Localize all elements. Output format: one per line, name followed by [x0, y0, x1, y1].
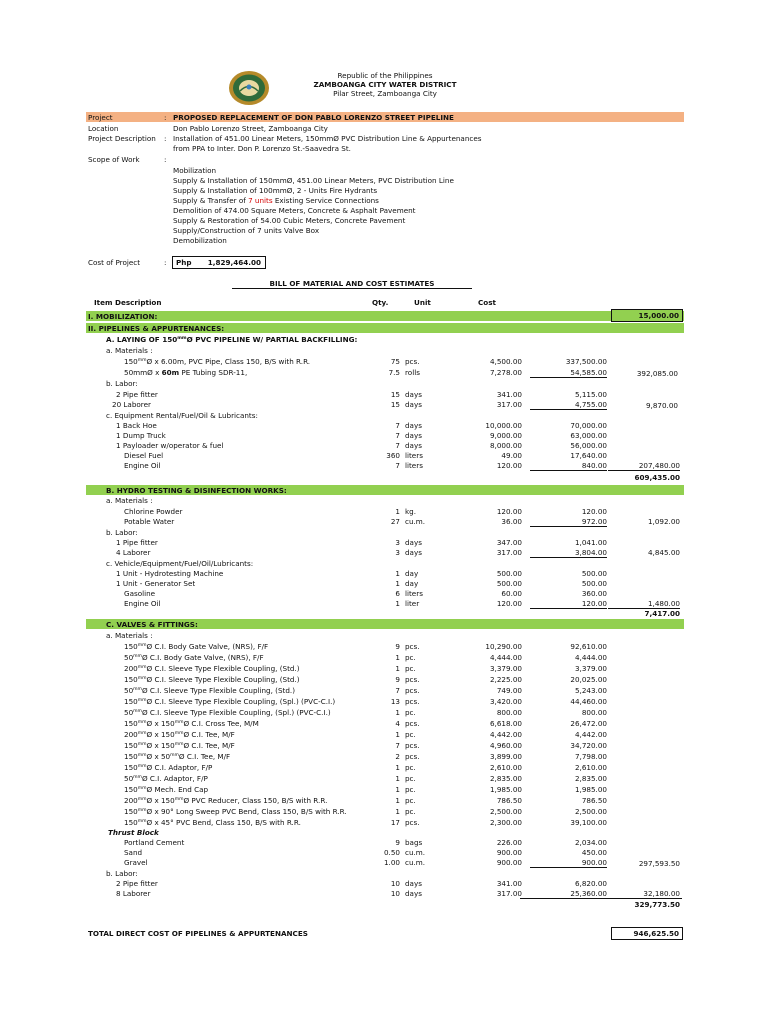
scope-item: Supply & Installation of 100mmØ, 2 - Units Fire Hydrants [173, 186, 378, 195]
col-unit-header: Unit [414, 298, 431, 307]
item-amount: 92,610.00 [570, 642, 607, 651]
item-cost: 4,444.00 [489, 653, 522, 662]
item-cost: 8,000.00 [489, 441, 522, 450]
item-cost: 120.00 [496, 599, 522, 608]
item-qty: 9 [395, 675, 400, 684]
subtotal: 297,593.50 [638, 859, 680, 868]
item-unit: kg. [405, 507, 417, 516]
item-unit: cu.m. [405, 858, 426, 867]
item-desc: $50^{mm}Ø$ C.I. Body Gate Valve, (NRS), F/F [124, 653, 264, 662]
item-amount: 840.00 [530, 461, 607, 471]
item-amount: 63,000.00 [570, 431, 607, 440]
highlight-units: 7 units [248, 196, 273, 205]
item-cost: 3,420.00 [489, 697, 522, 706]
item-unit: liter [405, 599, 420, 608]
item-amount: 2,610.00 [574, 763, 607, 772]
item-unit: liters [405, 451, 423, 460]
item-unit: days [405, 400, 422, 409]
item-desc: $50^{mm}Ø$ C.I. Sleeve Type Flexible Coupling, (Spl.) (PVC-C.I.) [124, 708, 331, 717]
item-qty: 1 [395, 730, 400, 739]
item-qty: 17 [390, 818, 400, 827]
mobilization-label: I. MOBILIZATION: [88, 312, 158, 321]
scope-item: Mobilization [173, 166, 217, 175]
item-amount: 1,985.00 [574, 785, 607, 794]
item-cost: 2,610.00 [489, 763, 522, 772]
item-qty: 1 [395, 708, 400, 717]
materials-label: a. Materials : [106, 346, 153, 355]
item-unit: pc. [405, 653, 416, 662]
item-unit: pc. [405, 664, 416, 673]
item-desc: Sand [124, 848, 143, 857]
item-desc: $150^{mm}Ø$ x $50^{mm}Ø$ C.I. Tee, M/F [124, 752, 231, 761]
pipelines-label: II. PIPELINES & APPURTENANCES: [88, 324, 225, 333]
item-amount: 337,500.00 [565, 357, 607, 366]
item-amount: 360.00 [581, 589, 607, 598]
item-qty: 9 [395, 838, 400, 847]
item-cost: 800.00 [496, 708, 522, 717]
item-qty: 13 [390, 697, 400, 706]
item-desc: Gasoline [124, 589, 156, 598]
col-item-header: Item Description [94, 298, 162, 307]
item-desc: $150^{mm}Ø$ C.I. Sleeve Type Flexible Coupling, (Std.) [124, 675, 300, 684]
item-unit: pcs. [405, 818, 420, 827]
item-desc: 1 Unit - Generator Set [116, 579, 196, 588]
subtotal: 32,180.00 [643, 889, 680, 898]
item-unit: pcs. [405, 642, 420, 651]
item-cost: 2,500.00 [489, 807, 522, 816]
description-line1: Installation of 451.00 Linear Meters, 150mmØ PVC Distribution Line & Appurtenances [173, 134, 482, 143]
item-cost: 500.00 [496, 579, 522, 588]
item-qty: 1.00 [383, 858, 400, 867]
item-cost: 9,000.00 [489, 431, 522, 440]
item-unit: pcs. [405, 357, 420, 366]
section-c-title: C. VALVES & FITTINGS: [106, 620, 198, 629]
item-unit: pcs. [405, 752, 420, 761]
item-qty: 7 [395, 741, 400, 750]
item-unit: days [405, 889, 422, 898]
item-amount: 70,000.00 [570, 421, 607, 430]
subtotal: 4,845.00 [647, 548, 680, 557]
item-desc: $150^{mm}Ø$ Mech. End Cap [124, 785, 209, 794]
item-qty: 15 [390, 390, 400, 399]
item-desc: Potable Water [124, 517, 175, 526]
project-label: Project [88, 113, 113, 122]
scope-item: Supply & Transfer of 7 units Existing Service Connections [173, 196, 379, 205]
scope-item: Supply & Installation of 150mmØ, 451.00 Linear Meters, PVC Distribution Line [173, 176, 454, 185]
bom-title: BILL OF MATERIAL AND COST ESTIMATES [232, 279, 472, 289]
scope-label: Scope of Work [88, 155, 140, 164]
colon: : [164, 113, 167, 122]
item-desc: $200^{mm}Ø$ x $150^{mm}Ø$ C.I. Tee, M/F [124, 730, 235, 739]
item-qty: 2 [395, 752, 400, 761]
item-amount: 450.00 [581, 848, 607, 857]
item-qty: 1 [395, 664, 400, 673]
item-cost: 2,835.00 [489, 774, 522, 783]
item-desc: $50^{mm}Ø$ C.I. Sleeve Type Flexible Coupling, (Std.) [124, 686, 296, 695]
item-cost: 2,225.00 [489, 675, 522, 684]
item-unit: pc. [405, 730, 416, 739]
item-amount: 786.50 [581, 796, 607, 805]
section-a-total: 609,435.00 [634, 473, 680, 482]
item-qty: 1 [395, 796, 400, 805]
item-cost: 4,500.00 [489, 357, 522, 366]
equipment-label: c. Vehicle/Equipment/Fuel/Oil/Lubricants: [106, 559, 254, 568]
total-direct-cost-label: TOTAL DIRECT COST OF PIPELINES & APPURTENANCES [88, 929, 308, 938]
equipment-label: c. Equipment Rental/Fuel/Oil & Lubricants: [106, 411, 258, 420]
total-box [611, 927, 683, 940]
item-qty: 15 [390, 400, 400, 409]
item-cost: 341.00 [496, 879, 522, 888]
divider [520, 898, 682, 899]
item-qty: 7 [395, 431, 400, 440]
labor-label: b. Labor: [106, 379, 138, 388]
item-amount: 4,442.00 [574, 730, 607, 739]
item-unit: pc. [405, 796, 416, 805]
mobilization-box [611, 309, 683, 322]
item-cost: 500.00 [496, 569, 522, 578]
item-desc: Engine Oil [124, 461, 161, 470]
scope-item: Demolition of 474.00 Square Meters, Concrete & Asphalt Pavement [173, 206, 416, 215]
item-desc: $150^{mm}Ø$ C.I. Sleeve Type Flexible Coupling, (Spl.) (PVC-C.I.) [124, 697, 336, 706]
section-b-title: B. HYDRO TESTING & DISINFECTION WORKS: [106, 486, 287, 495]
item-cost: 10,290.00 [485, 642, 522, 651]
col-qty-header: Qty. [372, 298, 389, 307]
item-qty: 10 [390, 889, 400, 898]
cost-currency: Php [176, 258, 192, 267]
item-unit: cu.m. [405, 517, 426, 526]
item-cost: 317.00 [496, 548, 522, 557]
item-cost: 900.00 [496, 858, 522, 867]
item-desc: $150^{mm}Ø$ x 90° Long Sweep PVC Bend, Class 150, B/S with R.R. [124, 807, 347, 816]
item-amount: 120.00 [530, 599, 607, 609]
item-amount: 3,804.00 [530, 548, 607, 558]
item-cost: 317.00 [496, 400, 522, 409]
item-amount: 5,243.00 [574, 686, 607, 695]
item-desc: 20 Laborer [112, 400, 151, 409]
item-cost: 786.50 [496, 796, 522, 805]
item-desc: $50^{mm}Ø$ C.I. Adaptor, F/P [124, 774, 208, 783]
item-qty: 4 [395, 719, 400, 728]
item-qty: 7 [395, 441, 400, 450]
item-qty: 75 [390, 357, 400, 366]
item-amount: 2,835.00 [574, 774, 607, 783]
section-c-total: 329,773.50 [634, 900, 680, 909]
item-cost: 49.00 [501, 451, 522, 460]
materials-label: a. Materials : [106, 631, 153, 640]
item-amount: 2,500.00 [574, 807, 607, 816]
materials-label: a. Materials : [106, 496, 153, 505]
item-unit: liters [405, 589, 423, 598]
item-unit: day [405, 579, 419, 588]
location-value: Don Pablo Lorenzo Street, Zamboanga City [173, 124, 328, 133]
item-qty: 10 [390, 879, 400, 888]
subtotal: 1,092.00 [647, 517, 680, 526]
col-cost-header: Cost [478, 298, 496, 307]
item-cost: 120.00 [496, 507, 522, 516]
item-unit: day [405, 569, 419, 578]
item-cost: 1,985.00 [489, 785, 522, 794]
item-qty: 1 [395, 807, 400, 816]
item-amount: 900.00 [530, 858, 607, 868]
item-desc: $200^{mm}Ø$ C.I. Sleeve Type Flexible Coupling, (Std.) [124, 664, 300, 673]
subtotal: 9,870.00 [645, 401, 678, 410]
item-cost: 10,000.00 [485, 421, 522, 430]
item-unit: pcs. [405, 697, 420, 706]
item-amount: 4,755.00 [530, 400, 607, 410]
item-amount: 1,041.00 [574, 538, 607, 547]
item-desc: 2 Pipe fitter [116, 879, 158, 888]
item-desc: 4 Laborer [116, 548, 151, 557]
project-title: PROPOSED REPLACEMENT OF DON PABLO LORENZO STREET PIPELINE [173, 113, 454, 122]
republic-heading: Republic of the Philippines [337, 71, 433, 80]
item-qty: 1 [395, 653, 400, 662]
item-desc: 8 Laborer [116, 889, 151, 898]
item-unit: days [405, 538, 422, 547]
item-unit: days [405, 431, 422, 440]
item-desc: $150^{mm}Ø$ x 45° PVC Bend, Class 150, B/S with R.R. [124, 818, 301, 827]
item-amount: 39,100.00 [570, 818, 607, 827]
item-unit: rolls [405, 368, 420, 377]
item-cost: 3,899.00 [489, 752, 522, 761]
item-unit: bags [405, 838, 423, 847]
item-desc: Gravel [124, 858, 148, 867]
item-amount: 44,460.00 [570, 697, 607, 706]
subtotal: 1,480.00 [608, 599, 680, 609]
item-amount: 20,025.00 [570, 675, 607, 684]
item-desc: Engine Oil [124, 599, 161, 608]
scope-item: Supply & Restoration of 54.00 Cubic Meters, Concrete Pavement [173, 216, 406, 225]
item-qty: 7 [395, 686, 400, 695]
item-amount: 2,034.00 [574, 838, 607, 847]
agency-address: Pilar Street, Zamboanga City [333, 89, 437, 98]
item-unit: days [405, 421, 422, 430]
description-line2: from PPA to Inter. Don P. Lorenzo St.-Saavedra St. [173, 144, 351, 153]
item-cost: 7,278.00 [489, 368, 522, 377]
item-cost: 36.00 [501, 517, 522, 526]
item-amount: 800.00 [581, 708, 607, 717]
item-qty: 0.50 [383, 848, 400, 857]
scope-item: Demobilization [173, 236, 227, 245]
item-desc: 2 Pipe fitter [116, 390, 158, 399]
item-unit: pc. [405, 785, 416, 794]
item-qty: 9 [395, 642, 400, 651]
item-desc: $150^{mm}Ø$ x 6.00m, PVC Pipe, Class 150, B/S with R.R. [124, 357, 311, 366]
cost-value: 1,829,464.00 [207, 258, 261, 267]
section-b-total: 7,417.00 [644, 609, 680, 618]
item-qty: 1 [395, 774, 400, 783]
item-amount: 6,820.00 [574, 879, 607, 888]
item-unit: days [405, 879, 422, 888]
item-amount: 25,360.00 [570, 889, 607, 898]
item-desc: Diesel Fuel [124, 451, 164, 460]
subtotal: 207,480.00 [608, 461, 680, 471]
colon: : [164, 134, 167, 143]
labor-label: b. Labor: [106, 528, 138, 537]
item-qty: 3 [395, 538, 400, 547]
item-amount: 17,640.00 [570, 451, 607, 460]
item-desc: 1 Back Hoe [116, 421, 157, 430]
item-desc: $150^{mm}Ø$ x $150^{mm}Ø$ C.I. Cross Tee, M/M [124, 719, 259, 728]
item-amount: 972.00 [530, 517, 607, 527]
item-qty: 3 [395, 548, 400, 557]
thrust-block-label: Thrust Block [108, 828, 159, 837]
mobilization-band [86, 311, 684, 321]
item-desc: 1 Payloader w/operator & fuel [116, 441, 224, 450]
subtotal: 392,085.00 [636, 369, 678, 378]
item-qty: 1 [395, 785, 400, 794]
item-qty: 6 [395, 589, 400, 598]
colon: : [164, 258, 167, 267]
item-desc: 1 Dump Truck [116, 431, 166, 440]
item-amount: 120.00 [581, 507, 607, 516]
item-desc: Chlorine Powder [124, 507, 183, 516]
item-unit: pc. [405, 774, 416, 783]
item-amount: 500.00 [581, 569, 607, 578]
item-qty: 7 [395, 461, 400, 470]
item-desc: 1 Unit - Hydrotesting Machine [116, 569, 224, 578]
item-unit: pc. [405, 763, 416, 772]
item-unit: pc. [405, 708, 416, 717]
item-unit: pcs. [405, 741, 420, 750]
item-desc: 1 Pipe fitter [116, 538, 158, 547]
total-direct-cost-amount: 946,625.50 [633, 929, 679, 938]
item-amount: 4,444.00 [574, 653, 607, 662]
item-cost: 341.00 [496, 390, 522, 399]
item-qty: 1 [395, 507, 400, 516]
item-qty: 7 [395, 421, 400, 430]
item-desc: 50mmØ x 60m PE Tubing SDR-11, [124, 368, 248, 377]
item-amount: 3,379.00 [574, 664, 607, 673]
item-cost: 347.00 [496, 538, 522, 547]
item-amount: 26,472.00 [570, 719, 607, 728]
item-cost: 3,379.00 [489, 664, 522, 673]
item-cost: 749.00 [496, 686, 522, 695]
item-cost: 2,300.00 [489, 818, 522, 827]
mobilization-amount: 15,000.00 [638, 311, 679, 320]
item-unit: liters [405, 461, 423, 470]
item-cost: 317.00 [496, 889, 522, 898]
labor-label: b. Labor: [106, 869, 138, 878]
item-cost: 4,442.00 [489, 730, 522, 739]
item-unit: days [405, 441, 422, 450]
scope-item: Supply/Construction of 7 units Valve Box [173, 226, 320, 235]
item-cost: 120.00 [496, 461, 522, 470]
item-amount: 34,720.00 [570, 741, 607, 750]
item-desc: $150^{mm}Ø$ C.I. Body Gate Valve, (NRS), F/F [124, 642, 269, 651]
item-qty: 27 [390, 517, 400, 526]
item-amount: 7,798.00 [574, 752, 607, 761]
item-amount: 54,585.00 [530, 368, 607, 378]
cost-box [172, 256, 266, 269]
item-cost: 900.00 [496, 848, 522, 857]
item-unit: pc. [405, 807, 416, 816]
cost-label: Cost of Project [88, 258, 141, 267]
description-label: Project Description [88, 134, 156, 143]
item-desc: Portland Cement [124, 838, 185, 847]
item-cost: 226.00 [496, 838, 522, 847]
item-unit: pcs. [405, 675, 420, 684]
item-amount: 56,000.00 [570, 441, 607, 450]
item-unit: days [405, 390, 422, 399]
item-qty: 1 [395, 569, 400, 578]
item-cost: 60.00 [501, 589, 522, 598]
item-desc: $150^{mm}Ø$ x $150^{mm}Ø$ C.I. Tee, M/F [124, 741, 235, 750]
section-a-title: A. LAYING OF $150^{mm}Ø$ PVC PIPELINE W/ PARTIAL BACKFILLING: [106, 335, 358, 344]
item-cost: 4,960.00 [489, 741, 522, 750]
item-amount: 500.00 [581, 579, 607, 588]
item-qty: 360 [386, 451, 400, 460]
colon: : [164, 155, 167, 164]
item-amount: 5,115.00 [574, 390, 607, 399]
item-qty: 1 [395, 579, 400, 588]
location-label: Location [88, 124, 119, 133]
item-unit: pcs. [405, 719, 420, 728]
item-cost: 6,618.00 [489, 719, 522, 728]
item-unit: days [405, 548, 422, 557]
item-qty: 1 [395, 763, 400, 772]
item-qty: 7.5 [388, 368, 400, 377]
item-desc: $200^{mm}Ø$ x $150^{mm}Ø$ PVC Reducer, Class 150, B/S with R.R. [124, 796, 328, 805]
agency-name: ZAMBOANGA CITY WATER DISTRICT [313, 80, 457, 89]
item-unit: pcs. [405, 686, 420, 695]
item-desc: $150^{mm}Ø$ C.I. Adaptor, F/P [124, 763, 213, 772]
item-unit: cu.m. [405, 848, 426, 857]
item-qty: 1 [395, 599, 400, 608]
